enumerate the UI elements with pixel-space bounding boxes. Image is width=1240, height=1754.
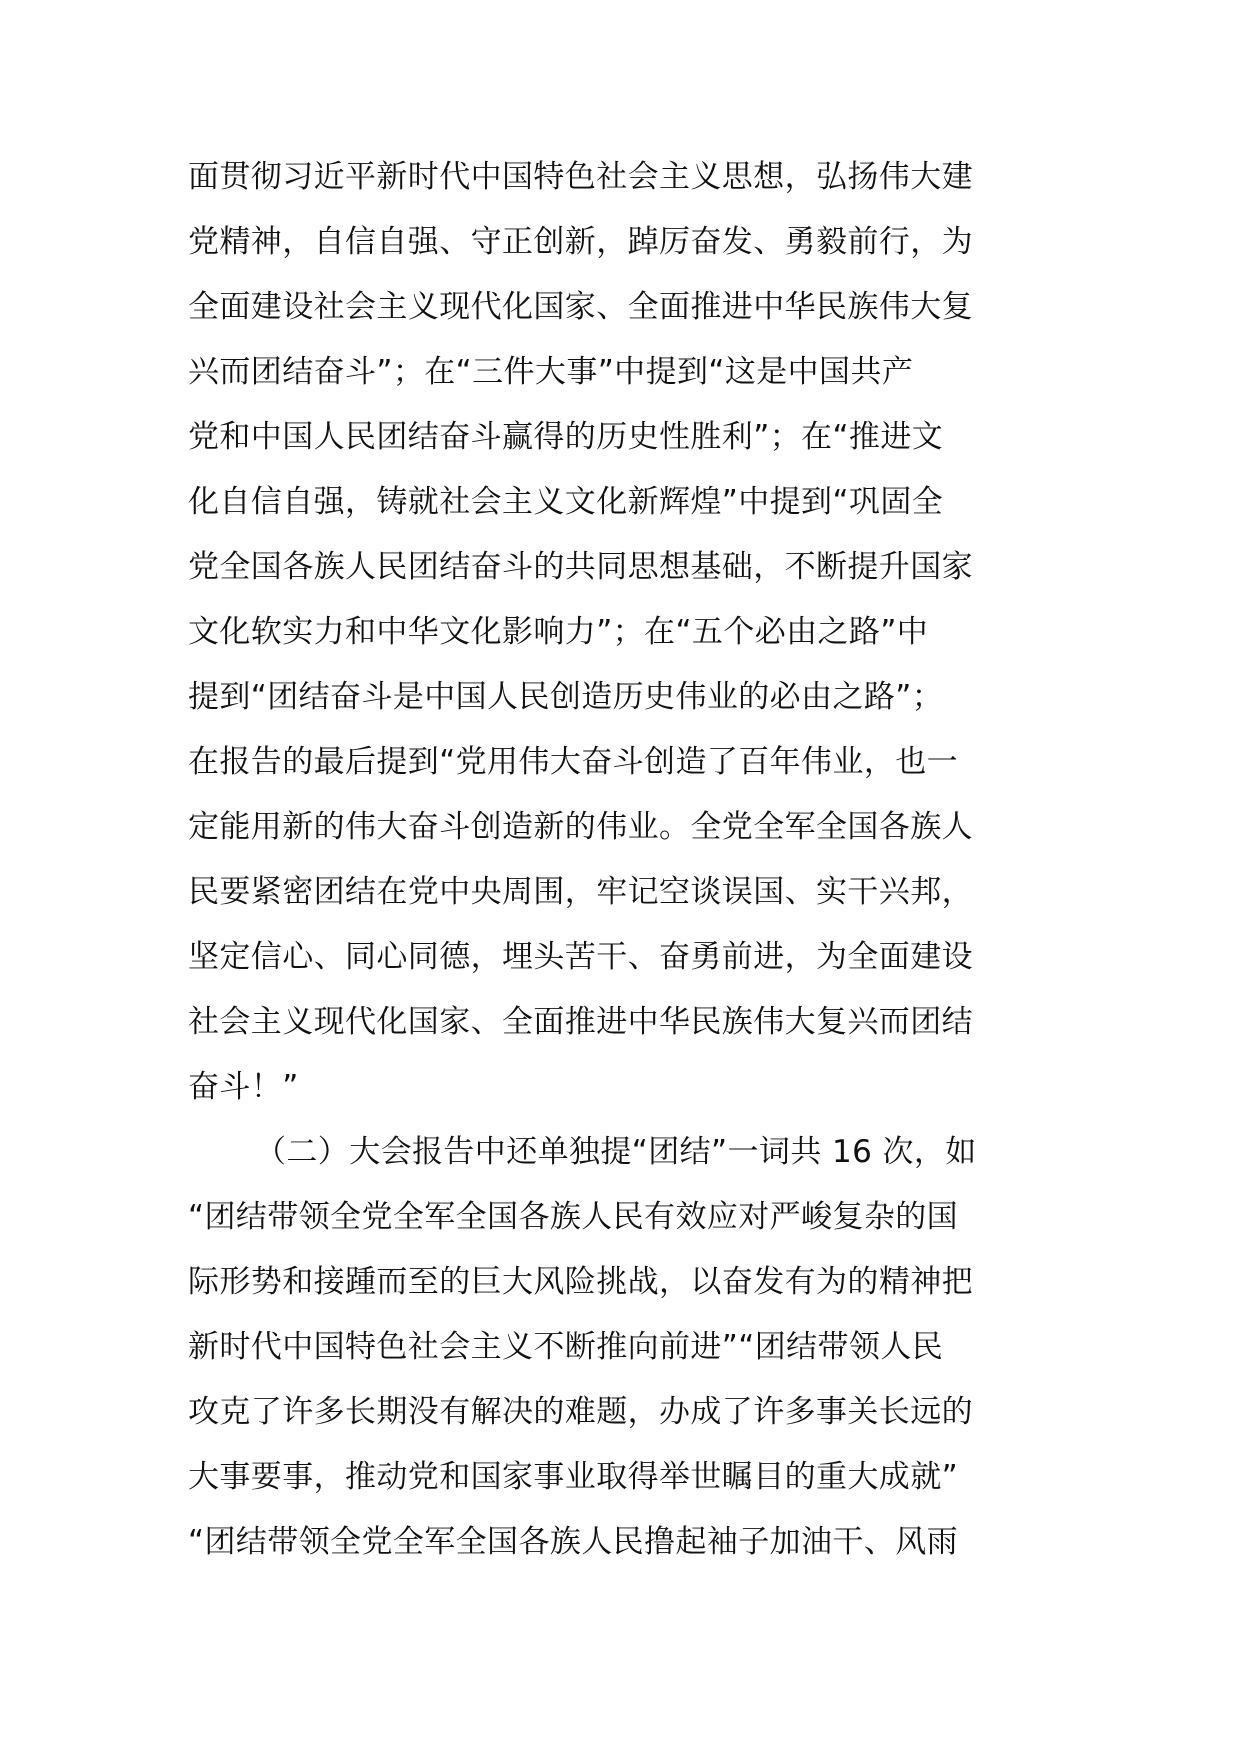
- text-line-9: 提到“团结奋斗是中国人民创造历史伟业的必由之路”；: [188, 679, 944, 715]
- text-line-2: 党精神，自信自强、守正创新，踔厉奋发、勇毅前行，为: [188, 224, 973, 260]
- text-line-15: 奋斗！”: [188, 1069, 299, 1105]
- text-line-8: 文化软实力和中华文化影响力”；在“五个必由之路”中: [188, 614, 929, 650]
- text-line-10: 在报告的最后提到“党用伟大奋斗创造了百年伟业，也一: [188, 744, 959, 780]
- text-line-11: 定能用新的伟大奋斗创造新的伟业。全党全军全国各族人: [188, 809, 973, 845]
- text-line-16: （二）大会报告中还单独提“团结”一词共 16 次，如: [255, 1134, 977, 1170]
- text-line-22: “团结带领全党全军全国各族人民撸起袖子加油干、风雨: [188, 1524, 959, 1560]
- text-line-3: 全面建设社会主义现代化国家、全面推进中华民族伟大复: [188, 289, 973, 325]
- text-line-18: 际形势和接踵而至的巨大风险挑战，以奋发有为的精神把: [188, 1264, 973, 1300]
- text-line-4: 兴而团结奋斗”；在“三件大事”中提到“这是中国共产: [188, 354, 914, 390]
- text-line-19: 新时代中国特色社会主义不断推向前进”“团结带领人民: [188, 1329, 944, 1365]
- text-line-13: 坚定信心、同心同德，埋头苦干、奋勇前进，为全面建设: [188, 939, 973, 975]
- text-line-20: 攻克了许多长期没有解决的难题，办成了许多事关长远的: [188, 1394, 973, 1430]
- text-line-14: 社会主义现代化国家、全面推进中华民族伟大复兴而团结: [188, 1004, 973, 1040]
- text-line-7: 党全国各族人民团结奋斗的共同思想基础，不断提升国家: [188, 549, 973, 585]
- text-line-6: 化自信自强，铸就社会主义文化新辉煌”中提到“巩固全: [188, 484, 944, 520]
- text-line-1: 面贯彻习近平新时代中国特色社会主义思想，弘扬伟大建: [188, 159, 973, 195]
- text-line-5: 党和中国人民团结奋斗赢得的历史性胜利”；在“推进文: [188, 419, 944, 455]
- text-line-12: 民要紧密团结在党中央周围，牢记空谈误国、实干兴邦，: [188, 874, 973, 910]
- text-line-17: “团结带领全党全军全国各族人民有效应对严峻复杂的国: [188, 1199, 959, 1235]
- text-line-21: 大事要事，推动党和国家事业取得举世瞩目的重大成就”: [188, 1459, 959, 1495]
